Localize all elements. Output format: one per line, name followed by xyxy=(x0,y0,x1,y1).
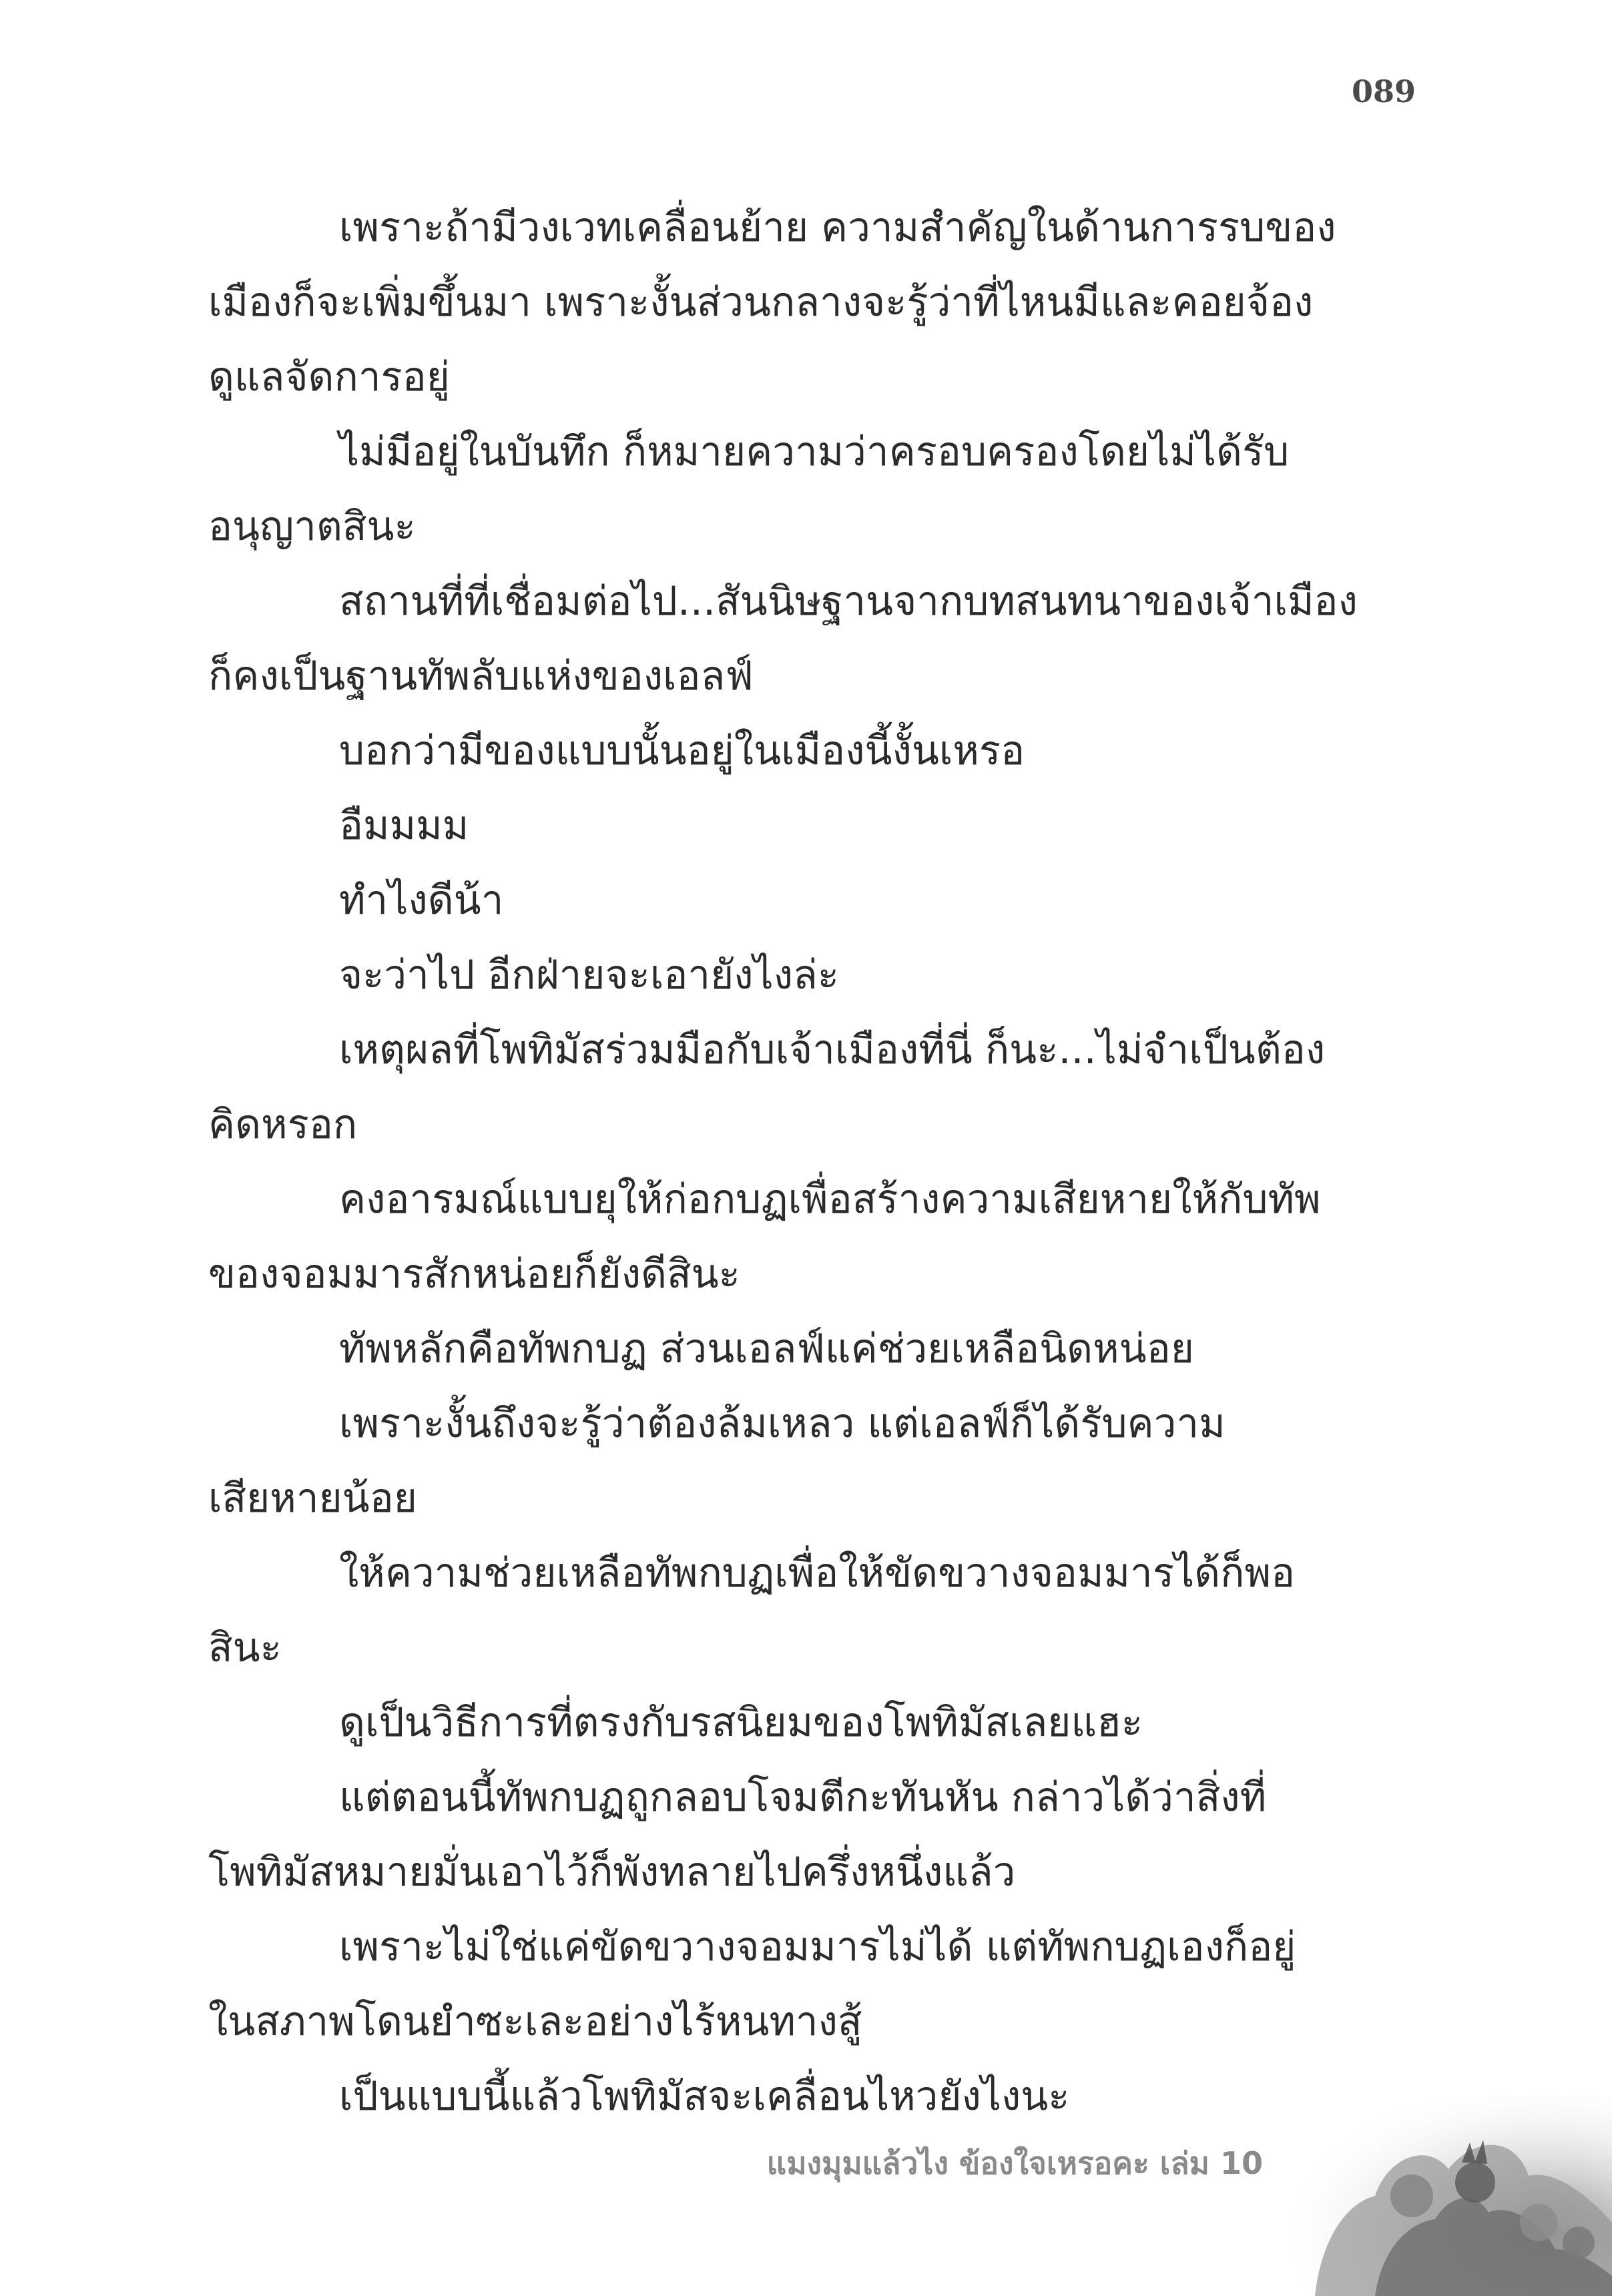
text-line: สินะ xyxy=(208,1625,282,1671)
text-line: ดูเป็นวิธีการที่ตรงกับรสนิยมของโพทิมัสเลยแฮะ xyxy=(339,1699,1143,1746)
text-line: จะว่าไป อีกฝ่ายจะเอายังไงล่ะ xyxy=(339,952,840,998)
text-line: เพราะไม่ใช่แค่ขัดขวางจอมมารไม่ได้ แต่ทัพกบฏเองก็อยู่ xyxy=(339,1924,1296,1970)
text-line: เพราะถ้ามีวงเวทเคลื่อนย้าย ความสำคัญในด้านการรบของ xyxy=(339,204,1336,251)
text-line: ในสภาพโดนยำซะเละอย่างไร้หนทางสู้ xyxy=(208,1998,862,2045)
body-text xyxy=(208,190,1414,2134)
text-line: ทัพหลักคือทัพกบฏ ส่วนเอลฟ์แค่ช่วยเหลือนิดหน่อย xyxy=(339,1326,1194,1372)
text-line: เสียหายน้อย xyxy=(208,1475,417,1522)
text-line: เพราะงั้นถึงจะรู้ว่าต้องล้มเหลว แต่เอลฟ์ก็ได้รับความ xyxy=(339,1400,1226,1447)
text-line: ก็คงเป็นฐานทัพลับแห่งของเอลฟ์ xyxy=(208,653,754,699)
text-line: แต่ตอนนี้ทัพกบฏถูกลอบโจมตีกะทันหัน กล่าวได้ว่าสิ่งที่ xyxy=(339,1774,1267,1821)
text-line: เมืองก็จะเพิ่มขึ้นมา เพราะงั้นส่วนกลางจะรู้ว่าที่ไหนมีและคอยจ้อง xyxy=(208,279,1314,326)
page-number: 089 xyxy=(1351,73,1416,109)
text-line: เหตุผลที่โพทิมัสร่วมมือกับเจ้าเมืองที่นี่ ก็นะ...ไม่จำเป็นต้อง xyxy=(339,1027,1326,1073)
footer-book-title: แมงมุมแล้วไง ข้องใจเหรอคะ เล่ม 10 xyxy=(766,2145,1263,2181)
text-line: คงอารมณ์แบบยุให้ก่อกบฏเพื่อสร้างความเสียหายให้กับทัพ xyxy=(339,1176,1321,1223)
text-line: สถานที่ที่เชื่อมต่อไป...สันนิษฐานจากบทสนทนาของเจ้าเมือง xyxy=(339,578,1358,625)
text-line: บอกว่ามีของแบบนั้นอยู่ในเมืองนี้งั้นเหรอ xyxy=(339,728,1025,774)
text-line: ไม่มีอยู่ในบันทึก ก็หมายความว่าครอบครองโดยไม่ได้รับ xyxy=(339,428,1290,475)
text-line: ให้ความช่วยเหลือทัพกบฏเพื่อให้ขัดขวางจอมมารได้ก็พอ xyxy=(339,1550,1296,1597)
text-line: เป็นแบบนี้แล้วโพทิมัสจะเคลื่อนไหวยังไงนะ xyxy=(339,2073,1070,2120)
text-line: คิดหรอก xyxy=(208,1101,358,1148)
text-line: ดูแลจัดการอยู่ xyxy=(208,354,450,400)
footer-character-illustration xyxy=(1275,2096,1612,2296)
text-line: ทำไงดีน้า xyxy=(339,877,504,924)
text-line: ของจอมมารสักหน่อยก็ยังดีสินะ xyxy=(208,1251,740,1298)
text-line: อนุญาตสินะ xyxy=(208,503,416,550)
text-line: อืมมมม xyxy=(339,802,469,849)
text-line: โพทิมัสหมายมั่นเอาไว้ก็พังทลายไปครึ่งหนึ่งแล้ว xyxy=(208,1849,1016,1896)
